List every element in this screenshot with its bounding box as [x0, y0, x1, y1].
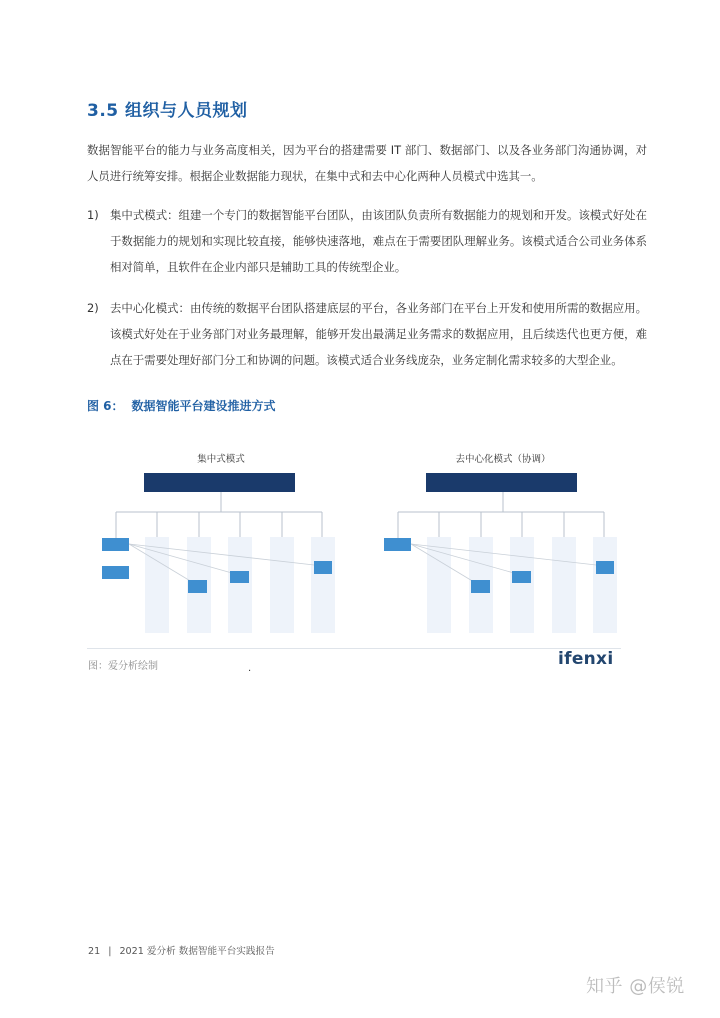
- department-column: [593, 537, 617, 633]
- centralized-diagram: [102, 453, 335, 633]
- department-column: [228, 537, 252, 633]
- central-team-member: [102, 538, 129, 551]
- page-footer: [88, 943, 275, 957]
- report-title: 2021 爱分析 数据智能平台实践报告: [119, 946, 275, 957]
- platform-team-member: [384, 538, 411, 551]
- business-member: [512, 571, 531, 583]
- decentralized-diagram: [384, 453, 617, 633]
- list-item-text: 去中心化模式：由传统的数据平台团队搭建底层的平台，各业务部门在平台上开发和使用所需的数据应用。该模式好处在于业务部门对业务最理解，能够开发出最满足业务需求的数据应用，且后续迭代也更方便，难点在于需要处理好部门分工和协调的问题。该模式适合业务线庞杂，业务定制化需求较多的大型企业。: [110, 301, 647, 367]
- centralized-title: 集中式模式: [197, 454, 245, 465]
- list-item: [87, 202, 647, 280]
- figure-caption: [87, 397, 276, 414]
- figure-source: 图：爱分析绘制: [88, 661, 158, 672]
- central-team-box: [144, 473, 295, 492]
- figure-divider: [87, 648, 621, 649]
- list-item-text: 集中式模式：组建一个专门的数据智能平台团队，由该团队负责所有数据能力的规划和开发。该模式好处在于数据能力的规划和实现比较直接，能够快速落地，难点在于需要团队理解业务。该模式适合公司业务体系相对简单，且软件在企业内部只是辅助工具的传统型企业。: [110, 208, 647, 274]
- embedded-member: [188, 580, 207, 593]
- department-column: [510, 537, 534, 633]
- embedded-member: [230, 571, 249, 583]
- zhihu-watermark: 知乎 @侯锐: [586, 976, 685, 997]
- org-diagram-svg: [87, 428, 627, 654]
- platform-team-box: [426, 473, 577, 492]
- section-heading: 3.5 组织与人员规划: [87, 101, 248, 121]
- footer-separator: |: [108, 946, 112, 957]
- figure-title: 数据智能平台建设推进方式: [131, 399, 276, 413]
- intro-paragraph: 数据智能平台的能力与业务高度相关，因为平台的搭建需要 IT 部门、数据部门、以及各业务部门沟通协调，对人员进行统筹安排。根据企业数据能力现状，在集中式和去中心化两种人员模式中选其一。: [87, 143, 647, 183]
- business-member: [471, 580, 490, 593]
- department-column: [427, 537, 451, 633]
- stray-dot: .: [248, 663, 252, 674]
- department-column: [552, 537, 576, 633]
- decentralized-title: 去中心化模式（协调）: [455, 454, 551, 465]
- list-item: [87, 295, 647, 373]
- department-column: [145, 537, 169, 633]
- org-diagram: [87, 428, 627, 654]
- figure-label: 图 6：: [87, 399, 124, 413]
- page-number: 21: [88, 946, 101, 957]
- central-team-member: [102, 566, 129, 579]
- business-member: [596, 561, 614, 574]
- list-item-number: 1): [87, 208, 99, 222]
- ifenxi-logo: ifenxi: [558, 649, 614, 669]
- embedded-member: [314, 561, 332, 574]
- department-column: [270, 537, 294, 633]
- department-column: [311, 537, 335, 633]
- list-item-number: 2): [87, 301, 99, 315]
